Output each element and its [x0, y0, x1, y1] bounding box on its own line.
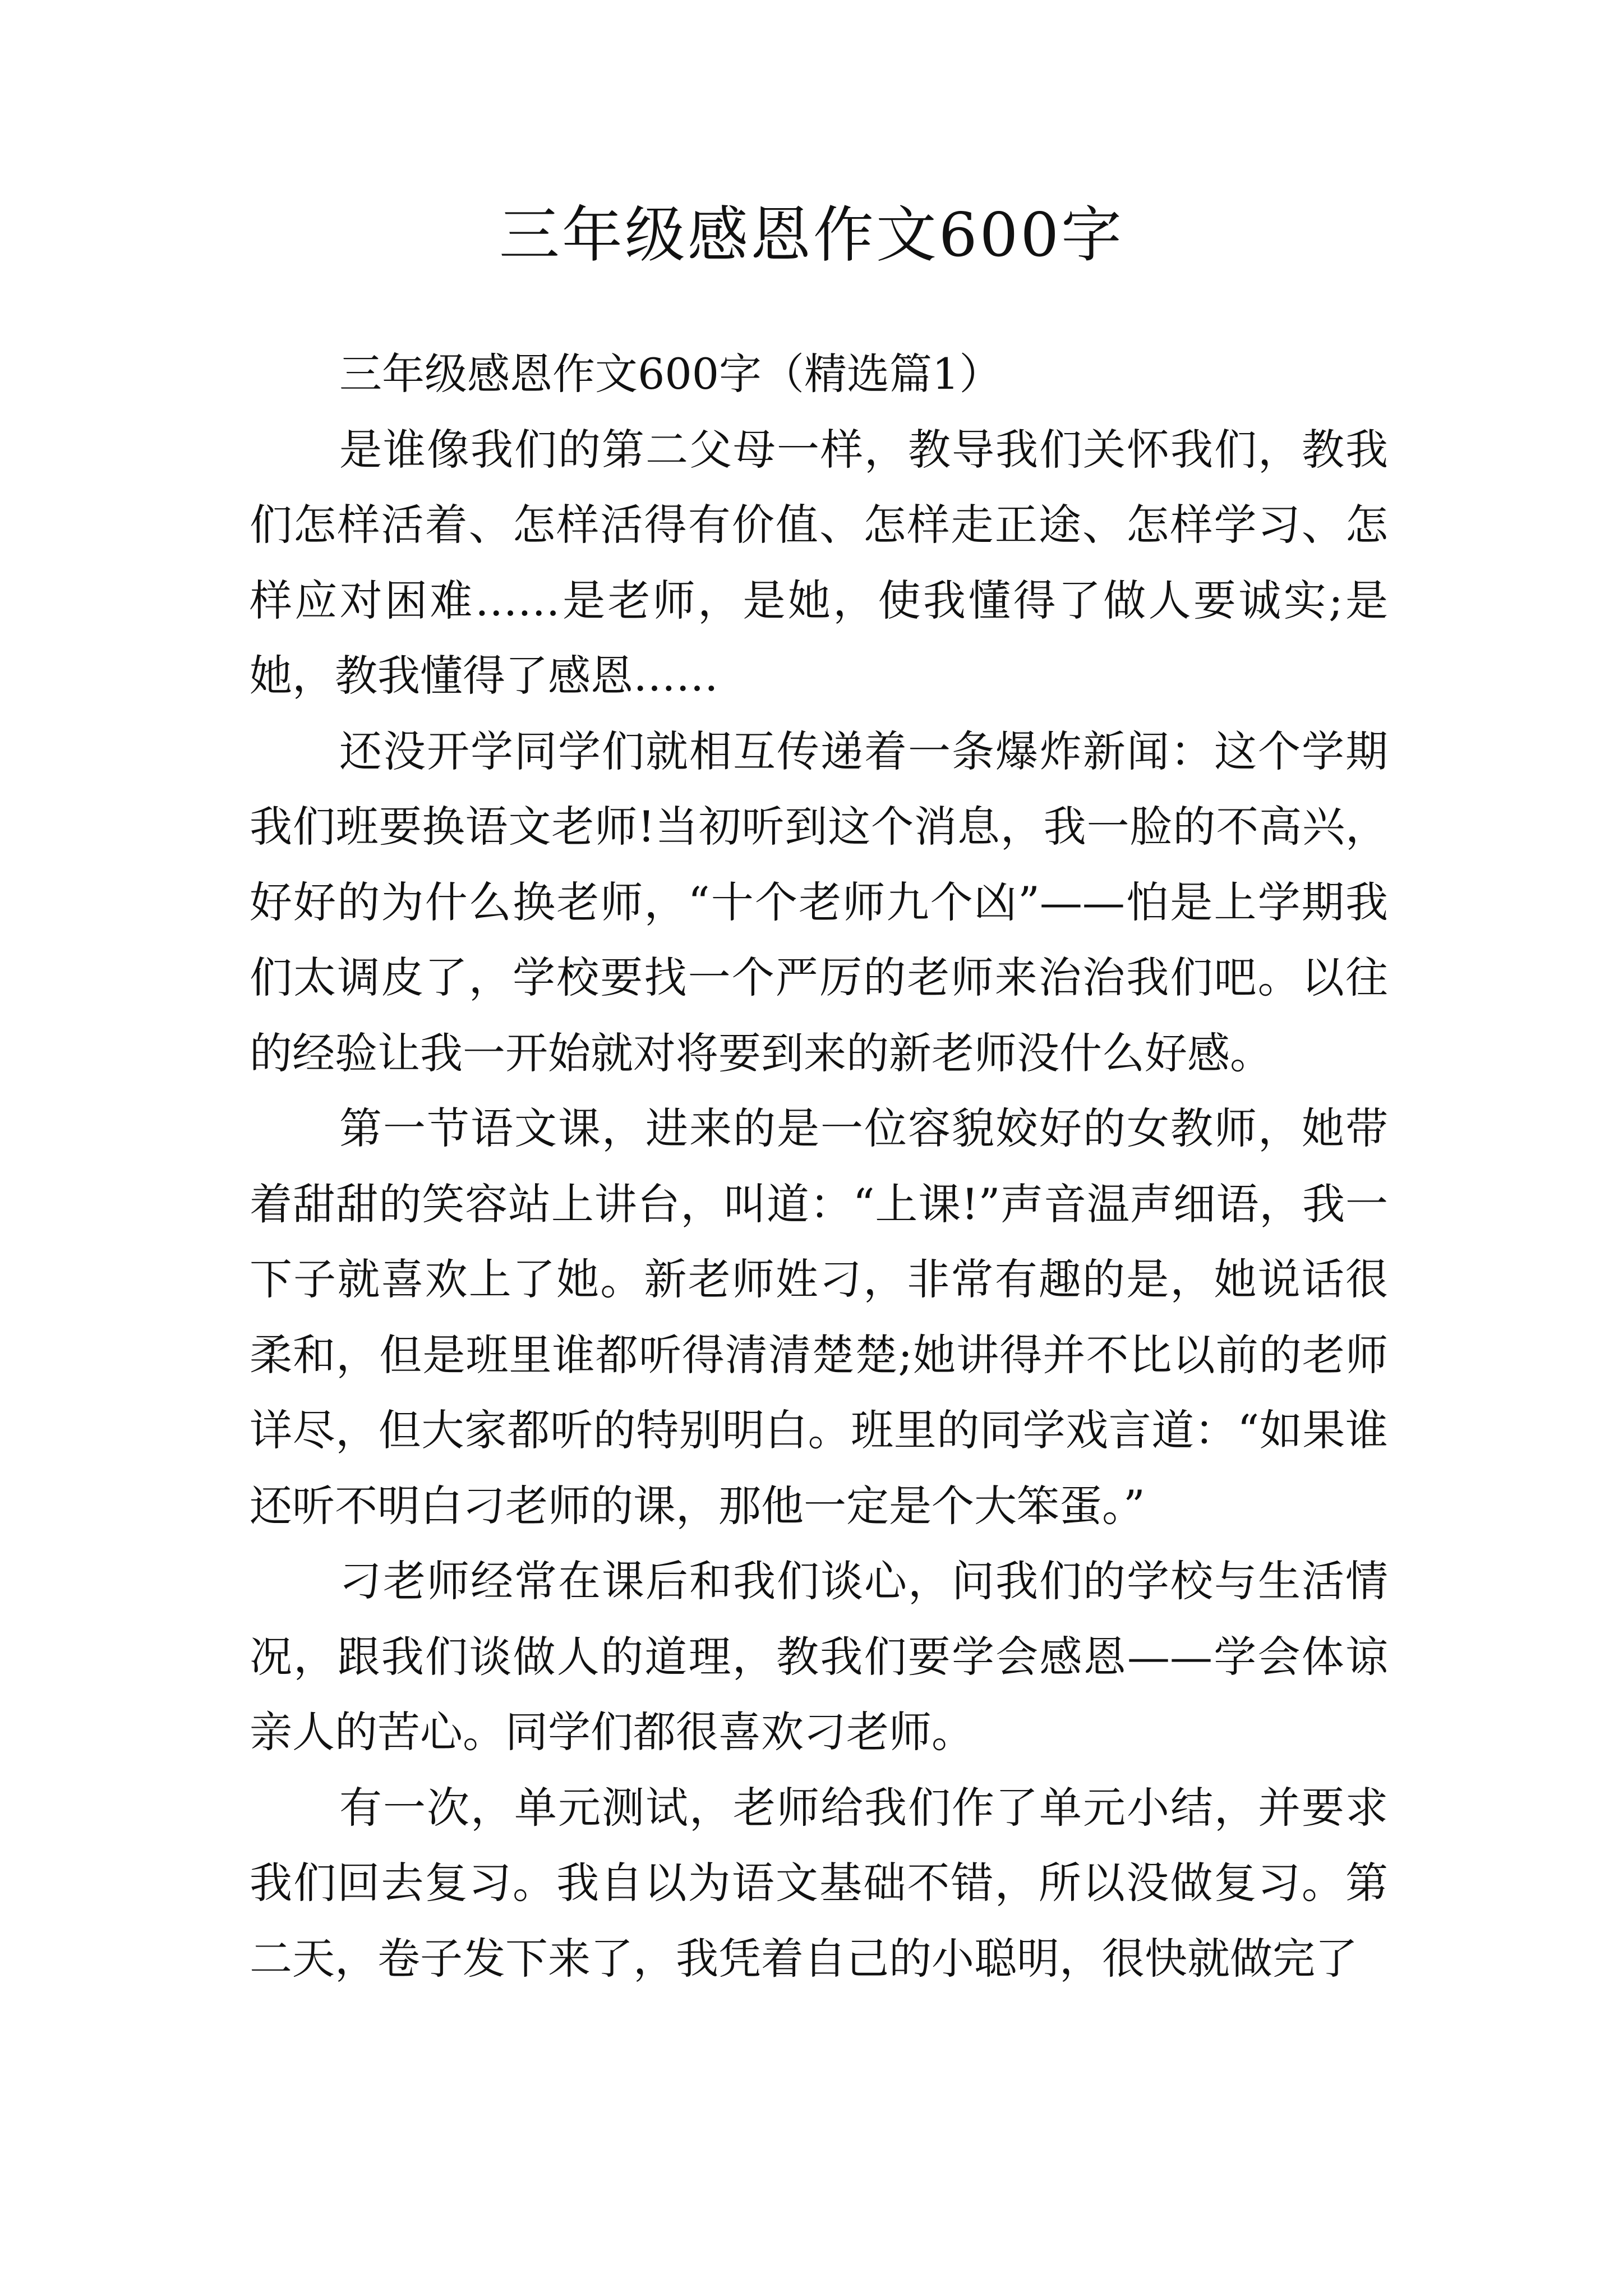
- document-body: [250, 337, 1388, 1996]
- paragraph-subtitle: 三年级感恩作文600字（精选篇1）: [339, 349, 1002, 399]
- paragraph: 还没开学同学们就相互传递着一条爆炸新闻：这个学期我们班要换语文老师!当初听到这个消息，我一脸的不高兴，好好的为什么换老师，“十个老师九个凶”——怕是上学期我们太调皮了，学校要找一个严厉的老师来治治我们吧。以往的经验让我一开始就对将要到来的新老师没什么好感。: [250, 726, 1388, 1078]
- document-title: 三年级感恩作文600字: [499, 200, 1124, 270]
- paragraph: 第一节语文课，进来的是一位容貌姣好的女教师，她带着甜甜的笑容站上讲台，叫道：“上课!”声音温声细语，我一下子就喜欢上了她。新老师姓刁，非常有趣的是，她说话很柔和，但是班里谁都听得清清楚楚;她讲得并不比以前的老师详尽，但大家都听的特别明白。班里的同学戏言道：“如果谁还听不明白刁老师的课，那他一定是个大笨蛋。”: [250, 1103, 1388, 1531]
- paragraph: 是谁像我们的第二父母一样，教导我们关怀我们，教我们怎样活着、怎样活得有价值、怎样走正途、怎样学习、怎样应对困难……是老师，是她，使我懂得了做人要诚实;是她，教我懂得了感恩……: [250, 424, 1388, 701]
- paragraph: 有一次，单元测试，老师给我们作了单元小结，并要求我们回去复习。我自以为语文基础不错，所以没做复习。第二天，卷子发下来了，我凭着自己的小聪明，很快就做完了: [250, 1782, 1388, 1984]
- paragraph: 刁老师经常在课后和我们谈心，问我们的学校与生活情况，跟我们谈做人的道理，教我们要学会感恩——学会体谅亲人的苦心。同学们都很喜欢刁老师。: [250, 1556, 1388, 1757]
